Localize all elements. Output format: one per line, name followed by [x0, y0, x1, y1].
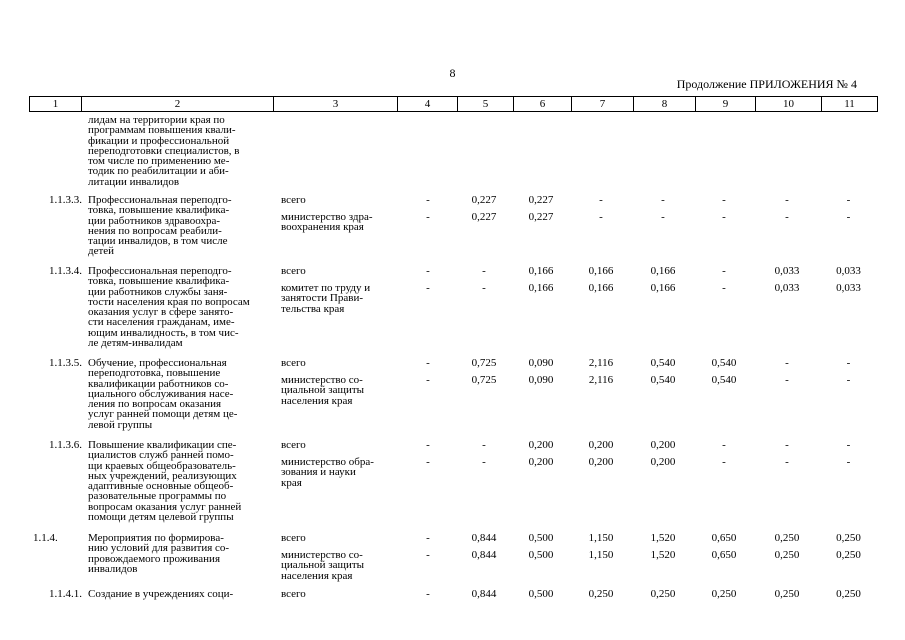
value-col-5: -: [482, 439, 486, 451]
value-col-9: -: [722, 439, 726, 451]
header-col-10: 10: [756, 97, 822, 112]
value-col-7: 1,150: [588, 549, 614, 561]
value-col-11: -: [846, 456, 851, 468]
header-col-3: 3: [274, 97, 398, 112]
value-col-9: -: [722, 211, 726, 223]
continuation-label: Продолжение ПРИЛОЖЕНИЯ № 4: [676, 77, 857, 91]
value-col-9: 0,250: [711, 588, 737, 600]
value-col-6: 0,200: [528, 439, 554, 451]
row-number: 1.1.4.: [33, 532, 58, 544]
value-col-8: 0,540: [650, 357, 676, 369]
value-col-7: -: [599, 211, 603, 223]
value-col-11: 0,033: [836, 282, 861, 294]
value-col-9: 0,540: [711, 357, 737, 369]
row-description: Профессиональная переподго- товка, повышение квалифика- ции работников здравоохра- нения по вопросам реабили- тации инвалидов, в том числе детей: [88, 194, 232, 258]
value-col-4: -: [426, 439, 430, 451]
funding-label: министерство со- циальной защиты населения края: [281, 374, 365, 407]
value-col-6: 0,166: [528, 265, 554, 277]
row-description: Мероприятия по формирова- нию условий для развития со- провождаемого проживания инвалидов: [88, 532, 230, 575]
value-col-5: 0,844: [471, 532, 497, 544]
value-col-4: -: [426, 532, 430, 544]
row-number: 1.1.3.6.: [49, 439, 82, 451]
value-col-8: -: [661, 194, 665, 206]
value-col-8: 0,200: [650, 456, 676, 468]
row-number: 1.1.3.4.: [49, 265, 82, 277]
value-col-10: 0,250: [774, 588, 800, 600]
header-col-2: 2: [82, 97, 274, 112]
value-col-5: 0,725: [471, 357, 497, 369]
value-col-9: -: [722, 456, 726, 468]
funding-label: министерство здра- воохранения края: [281, 211, 373, 234]
value-col-10: 0,033: [774, 265, 800, 277]
value-col-6: 0,090: [528, 357, 554, 369]
row-description: Обучение, профессиональная переподготовка, повышение квалификации работников со- циального обслуживания насе- ления по вопросам оказания услуг ранней помощи детям це- левой группы: [88, 357, 238, 431]
row-number: 1.1.3.5.: [49, 357, 82, 369]
value-col-7: -: [599, 194, 603, 206]
column-header-table: [29, 96, 878, 112]
funding-label: комитет по труду и занятости Прави- тельства края: [281, 282, 371, 315]
value-col-4: -: [426, 194, 430, 206]
funding-label: всего: [281, 439, 306, 451]
header-col-8: 8: [634, 97, 696, 112]
value-col-4: -: [426, 282, 430, 294]
value-col-10: -: [785, 211, 789, 223]
value-col-8: 1,520: [650, 549, 676, 561]
value-col-11: -: [846, 357, 851, 369]
header-col-4: 4: [398, 97, 458, 112]
funding-label: министерство обра- зования и науки края: [281, 456, 374, 489]
intro-description: лидам на территории края по программам повышения квали- фикации и профессиональной переподготовки специалистов, в том числе по применению ме- тодик по реабилитации и аби- литации инвалидов: [88, 114, 240, 188]
value-col-8: 0,200: [650, 439, 676, 451]
value-col-4: -: [426, 211, 430, 223]
value-col-8: -: [661, 211, 665, 223]
value-col-5: 0,227: [471, 211, 497, 223]
value-col-10: 0,033: [774, 282, 800, 294]
value-col-5: -: [482, 456, 486, 468]
value-col-9: -: [722, 282, 726, 294]
value-col-8: 0,250: [650, 588, 676, 600]
value-col-10: -: [785, 374, 789, 386]
funding-label: всего: [281, 357, 306, 369]
funding-label: всего: [281, 532, 306, 544]
funding-label: министерство со- циальной защиты населения края: [281, 549, 365, 582]
header-col-7: 7: [572, 97, 634, 112]
header-col-11: 11: [822, 97, 878, 112]
funding-label: всего: [281, 194, 306, 206]
value-col-6: 0,200: [528, 456, 554, 468]
value-col-7: 2,116: [588, 374, 614, 386]
value-col-11: 0,250: [836, 532, 861, 544]
value-col-4: -: [426, 456, 430, 468]
value-col-9: 0,650: [711, 549, 737, 561]
value-col-8: 0,166: [650, 265, 676, 277]
value-col-4: -: [426, 549, 430, 561]
value-col-6: 0,500: [528, 588, 554, 600]
row-description: Повышение квалификации спе- циалистов служб ранней помо- щи краевых общеобразователь- ных учреждений, реализующих адаптивные основные общеоб- разовательные программы по вопросам оказания услуг ранней помощи детям целевой группы: [88, 439, 242, 524]
value-col-7: 0,166: [588, 282, 614, 294]
value-col-4: -: [426, 265, 430, 277]
value-col-10: -: [785, 357, 789, 369]
value-col-7: 0,200: [588, 439, 614, 451]
value-col-6: 0,227: [528, 211, 554, 223]
value-col-4: -: [426, 357, 430, 369]
value-col-7: 2,116: [588, 357, 614, 369]
value-col-5: 0,844: [471, 549, 497, 561]
value-col-7: 0,200: [588, 456, 614, 468]
header-col-1: 1: [30, 97, 82, 112]
value-col-5: 0,227: [471, 194, 497, 206]
value-col-11: -: [846, 374, 851, 386]
row-number: 1.1.3.3.: [49, 194, 82, 206]
funding-label: всего: [281, 588, 306, 600]
value-col-11: 0,250: [836, 549, 861, 561]
value-col-6: 0,090: [528, 374, 554, 386]
row-description: Создание в учреждениях соци-: [88, 588, 234, 600]
value-col-5: 0,725: [471, 374, 497, 386]
value-col-8: 0,540: [650, 374, 676, 386]
value-col-10: -: [785, 439, 789, 451]
page-number: 8: [449, 66, 456, 80]
value-col-5: -: [482, 265, 486, 277]
value-col-11: -: [846, 194, 851, 206]
value-col-10: 0,250: [774, 549, 800, 561]
funding-label: всего: [281, 265, 306, 277]
value-col-10: -: [785, 194, 789, 206]
value-col-9: -: [722, 265, 726, 277]
value-col-4: -: [426, 588, 430, 600]
header-col-6: 6: [514, 97, 572, 112]
value-col-8: 0,166: [650, 282, 676, 294]
row-number: 1.1.4.1.: [49, 588, 82, 600]
value-col-5: 0,844: [471, 588, 497, 600]
value-col-11: 0,033: [836, 265, 861, 277]
value-col-7: 0,166: [588, 265, 614, 277]
value-col-11: 0,250: [836, 588, 861, 600]
value-col-10: -: [785, 456, 789, 468]
value-col-4: -: [426, 374, 430, 386]
value-col-9: 0,540: [711, 374, 737, 386]
value-col-11: -: [846, 211, 851, 223]
value-col-6: 0,500: [528, 532, 554, 544]
value-col-11: -: [846, 439, 851, 451]
header-col-5: 5: [458, 97, 514, 112]
value-col-6: 0,166: [528, 282, 554, 294]
header-col-9: 9: [696, 97, 756, 112]
row-description: Профессиональная переподго- товка, повышение квалифика- ции работников службы заня- тости населения края по вопросам оказания услуг в сфере занято- сти населения гражданам, име- ющим инвалидность, в том чис- ле детям-инвалидам: [88, 265, 250, 350]
value-col-7: 1,150: [588, 532, 614, 544]
value-col-7: 0,250: [588, 588, 614, 600]
value-col-8: 1,520: [650, 532, 676, 544]
value-col-9: -: [722, 194, 726, 206]
value-col-6: 0,227: [528, 194, 554, 206]
value-col-9: 0,650: [711, 532, 737, 544]
header-row: [30, 97, 878, 112]
value-col-5: -: [482, 282, 486, 294]
value-col-6: 0,500: [528, 549, 554, 561]
value-col-10: 0,250: [774, 532, 800, 544]
